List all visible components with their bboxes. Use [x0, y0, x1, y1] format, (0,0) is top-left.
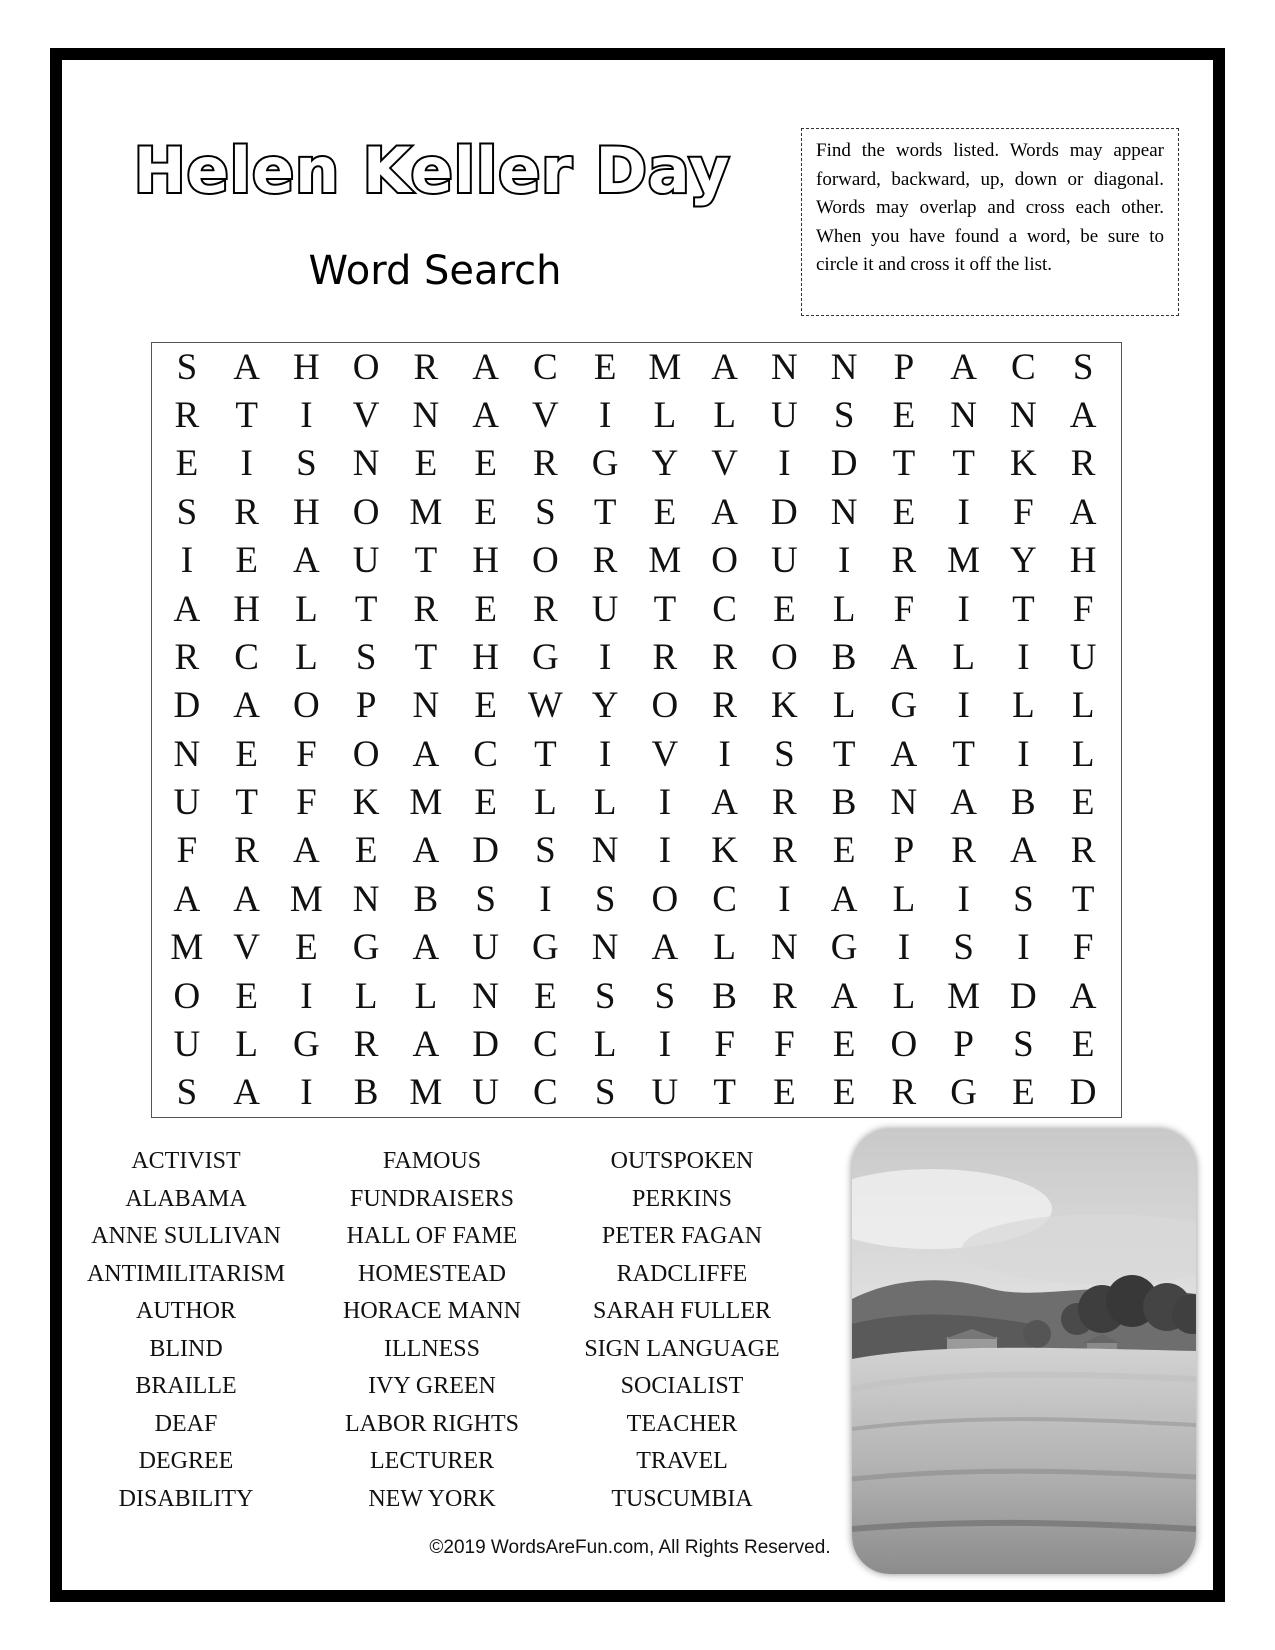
grid-letter[interactable]: I	[658, 782, 672, 824]
grid-letter[interactable]: E	[593, 346, 617, 388]
word-list-item: NEW YORK	[368, 1485, 496, 1512]
grid-letter[interactable]: E	[354, 830, 378, 872]
grid-letter[interactable]: D	[830, 443, 858, 485]
grid-letter[interactable]: S	[594, 1072, 616, 1114]
grid-letter[interactable]: O	[711, 540, 738, 582]
grid-letter[interactable]: I	[778, 443, 791, 485]
grid-letter[interactable]: A	[412, 1023, 440, 1065]
grid-letter[interactable]: E	[773, 1072, 796, 1114]
grid-letter[interactable]: A	[233, 685, 260, 727]
word-list-item: ILLNESS	[384, 1335, 480, 1362]
grid-letter[interactable]: I	[658, 1023, 672, 1065]
grid-letter[interactable]: E	[235, 733, 258, 775]
word-list-item: TEACHER	[626, 1410, 738, 1437]
word-search-grid	[151, 342, 1122, 1118]
word-list-item: OUTSPOKEN	[610, 1148, 754, 1174]
grid-letter[interactable]: A	[1069, 395, 1097, 437]
grid-letter[interactable]: N	[352, 443, 380, 485]
grid-letter[interactable]: E	[1012, 1072, 1035, 1114]
word-list-item: SIGN LANGUAGE	[584, 1335, 780, 1362]
grid-letter[interactable]: R	[533, 443, 558, 485]
grid-letter[interactable]: T	[892, 443, 916, 485]
word-list-item: TUSCUMBIA	[611, 1485, 753, 1512]
grid-letter[interactable]: V	[352, 395, 380, 437]
grid-letter[interactable]: M	[170, 927, 204, 969]
grid-letter[interactable]: S	[654, 975, 676, 1017]
grid-letter[interactable]: A	[233, 1072, 260, 1114]
grid-letter[interactable]: N	[412, 685, 440, 727]
grid-letter[interactable]: N	[472, 975, 499, 1017]
word-list-item: SARAH FULLER	[592, 1298, 772, 1324]
grid-letter[interactable]: E	[534, 975, 557, 1017]
grid-letter[interactable]: A	[890, 636, 918, 678]
grid-letter[interactable]: D	[1069, 1072, 1097, 1114]
grid-letter[interactable]: L	[593, 782, 617, 824]
grid-letter[interactable]: A	[950, 346, 977, 388]
grid-letter[interactable]: T	[354, 588, 378, 630]
grid-letter[interactable]: N	[771, 927, 798, 969]
grid-letter[interactable]: I	[598, 636, 612, 678]
grid-letter[interactable]: H	[1069, 540, 1097, 582]
grid-letter[interactable]: M	[409, 1072, 443, 1114]
grid-letter[interactable]: A	[830, 878, 858, 920]
grid-letter[interactable]: M	[648, 540, 682, 582]
grid-letter[interactable]: B	[831, 782, 857, 824]
word-list-item: FAMOUS	[382, 1148, 482, 1174]
grid-letter[interactable]: L	[952, 636, 975, 678]
grid-letter[interactable]: S	[594, 975, 616, 1017]
word-list-item: ANTIMILITARISM	[86, 1260, 286, 1287]
grid-letter[interactable]: E	[235, 540, 258, 582]
grid-letter[interactable]: A	[890, 733, 918, 775]
grid-letter[interactable]: A	[173, 588, 201, 630]
grid-letter[interactable]: C	[473, 733, 498, 775]
grid-letter[interactable]: H	[233, 588, 260, 630]
grid-letter[interactable]: H	[472, 636, 499, 678]
word-list-item: HOMESTEAD	[358, 1260, 506, 1287]
grid-letter[interactable]: B	[1011, 782, 1036, 824]
grid-letter[interactable]: A	[711, 346, 738, 388]
grid-letter[interactable]: F	[176, 830, 198, 872]
grid-letter[interactable]: K	[711, 830, 738, 872]
grid-letter[interactable]: T	[235, 395, 258, 437]
grid-letter[interactable]: B	[831, 636, 857, 678]
grid-letter[interactable]: C	[533, 1072, 558, 1114]
grid-letter[interactable]: I	[598, 395, 612, 437]
grid-letter[interactable]: A	[293, 540, 320, 582]
grid-letter[interactable]: A	[412, 830, 440, 872]
word-list-item: FUNDRAISERS	[349, 1185, 515, 1212]
grid-letter[interactable]: I	[778, 878, 791, 920]
grid-letter[interactable]: L	[832, 685, 856, 727]
grid-letter[interactable]: I	[718, 733, 731, 775]
grid-letter[interactable]: M	[947, 540, 981, 582]
grid-letter[interactable]: D	[771, 491, 798, 533]
grid-letter[interactable]: L	[653, 395, 677, 437]
grid-letter[interactable]: M	[289, 878, 323, 920]
grid-letter[interactable]: L	[354, 975, 378, 1017]
grid-letter[interactable]: M	[947, 975, 981, 1017]
grid-letter[interactable]: P	[355, 685, 377, 727]
grid-letter[interactable]: E	[235, 975, 258, 1017]
grid-letter[interactable]: U	[472, 1072, 499, 1114]
grid-letter[interactable]: I	[1017, 733, 1030, 775]
copyright-notice: ©2019 WordsAreFun.com, All Rights Reserved.	[429, 1537, 831, 1558]
grid-letter[interactable]: O	[651, 685, 679, 727]
grid-letter[interactable]: I	[180, 540, 194, 582]
grid-letter[interactable]: T	[832, 733, 856, 775]
grid-letter[interactable]: C	[1011, 346, 1036, 388]
word-list-item: BRAILLE	[135, 1373, 237, 1399]
grid-letter[interactable]: H	[293, 346, 320, 388]
word-list-item: PETER FAGAN	[601, 1223, 763, 1249]
word-list-item: HORACE MANN	[342, 1298, 521, 1324]
grid-letter[interactable]: G	[352, 927, 380, 969]
grid-letter[interactable]: E	[175, 443, 199, 485]
grid-letter[interactable]: G	[532, 636, 559, 678]
grid-letter[interactable]: E	[773, 588, 796, 630]
grid-letter[interactable]: L	[832, 588, 856, 630]
grid-letter[interactable]: I	[300, 975, 313, 1017]
grid-letter[interactable]: R	[413, 346, 439, 388]
grid-letter[interactable]: T	[952, 443, 975, 485]
grid-letter[interactable]: E	[892, 491, 916, 533]
grid-letter[interactable]: E	[832, 830, 856, 872]
grid-letter[interactable]: F	[1072, 588, 1094, 630]
grid-letter[interactable]: L	[593, 1023, 617, 1065]
grid-letter[interactable]: R	[353, 1023, 379, 1065]
word-list-column-3	[562, 1143, 802, 1518]
grid-letter[interactable]: T	[593, 491, 617, 533]
grid-letter[interactable]: I	[1017, 927, 1030, 969]
grid-letter[interactable]: E	[474, 588, 497, 630]
grid-letter[interactable]: A	[233, 346, 260, 388]
grid-letter[interactable]: N	[591, 927, 619, 969]
grid-letter[interactable]: R	[891, 1072, 917, 1114]
grid-letter[interactable]: S	[535, 491, 556, 533]
grid-letter[interactable]: U	[771, 540, 798, 582]
instructions-box: Find the words listed. Words may appear forward, backward, up, down or diagonal. Words may overlap and cross each other. When you have found a word, be sure to circle it and cross it off the list.	[801, 128, 1179, 316]
grid-letter[interactable]: S	[176, 346, 198, 388]
grid-letter[interactable]: V	[532, 395, 559, 437]
landscape-photo	[852, 1129, 1196, 1574]
grid-letter[interactable]: O	[352, 733, 380, 775]
grid-letter[interactable]: U	[771, 395, 798, 437]
grid-letter[interactable]: H	[293, 491, 320, 533]
grid-letter[interactable]: R	[1070, 443, 1096, 485]
grid-letter[interactable]: F	[296, 782, 317, 824]
grid-letter[interactable]: Y	[591, 685, 619, 727]
grid-letter[interactable]: N	[830, 491, 858, 533]
grid-letter[interactable]: S	[594, 878, 616, 920]
grid-letter[interactable]: S	[774, 733, 795, 775]
grid-letter[interactable]: A	[293, 830, 320, 872]
grid-letter[interactable]: A	[233, 878, 260, 920]
grid-letter[interactable]: D	[1010, 975, 1037, 1017]
grid-letter[interactable]: N	[591, 830, 619, 872]
grid-letter[interactable]: A	[1010, 830, 1037, 872]
grid-letter[interactable]: T	[235, 782, 258, 824]
grid-letter[interactable]: N	[173, 733, 201, 775]
grid-letter[interactable]: A	[711, 782, 738, 824]
grid-letter[interactable]: R	[652, 636, 678, 678]
grid-letter[interactable]: T	[414, 636, 438, 678]
word-list-item: DEAF	[154, 1410, 218, 1437]
grid-letter[interactable]: O	[173, 975, 201, 1017]
grid-letter[interactable]: A	[412, 927, 440, 969]
grid-letter[interactable]: G	[890, 685, 918, 727]
grid-letter[interactable]: L	[1071, 685, 1095, 727]
grid-letter[interactable]: A	[1069, 975, 1097, 1017]
grid-letter[interactable]: L	[713, 927, 736, 969]
grid-letter[interactable]: T	[1012, 588, 1035, 630]
grid-letter[interactable]: S	[833, 395, 855, 437]
grid-letter[interactable]: H	[472, 540, 499, 582]
word-list-item: LECTURER	[370, 1448, 494, 1474]
grid-letter[interactable]: R	[174, 636, 200, 678]
grid-letter[interactable]: S	[1013, 1023, 1034, 1065]
grid-letter[interactable]: A	[830, 975, 858, 1017]
grid-letter[interactable]: N	[412, 395, 440, 437]
grid-letter[interactable]: A	[950, 782, 977, 824]
grid-letter[interactable]: Y	[651, 443, 679, 485]
grid-letter[interactable]: U	[173, 1023, 201, 1065]
grid-letter[interactable]: K	[771, 685, 798, 727]
grid-letter[interactable]: V	[711, 443, 738, 485]
grid-letter[interactable]: B	[413, 878, 439, 920]
page-title: Helen Keller Day	[133, 134, 731, 207]
grid-letter[interactable]: U	[591, 588, 619, 630]
word-list-item: RADCLIFFE	[616, 1260, 748, 1287]
grid-letter[interactable]: N	[771, 346, 798, 388]
word-list-item: ANNE SULLIVAN	[91, 1223, 281, 1249]
grid-letter[interactable]: E	[653, 491, 677, 533]
grid-letter[interactable]: T	[414, 540, 438, 582]
grid-letter[interactable]: R	[174, 395, 200, 437]
grid-letter[interactable]: N	[1010, 395, 1037, 437]
grid-letter[interactable]: A	[711, 491, 738, 533]
grid-letter[interactable]: E	[414, 443, 438, 485]
grid-letter[interactable]: A	[173, 878, 201, 920]
grid-letter[interactable]: N	[890, 782, 918, 824]
word-list-item: AUTHOR	[136, 1298, 236, 1324]
grid-letter[interactable]: R	[891, 540, 917, 582]
grid-letter[interactable]: A	[651, 927, 679, 969]
grid-letter[interactable]: U	[472, 927, 499, 969]
letter-grid	[152, 343, 1121, 1117]
grid-letter[interactable]: S	[176, 1072, 198, 1114]
word-list-item: BLIND	[149, 1335, 223, 1362]
grid-letter[interactable]: M	[648, 346, 682, 388]
grid-letter[interactable]: L	[295, 588, 318, 630]
grid-letter[interactable]: O	[293, 685, 320, 727]
grid-letter[interactable]: C	[234, 636, 259, 678]
grid-letter[interactable]: S	[355, 636, 377, 678]
grid-letter[interactable]: U	[352, 540, 380, 582]
grid-letter[interactable]: C	[533, 1023, 558, 1065]
grid-letter[interactable]: L	[892, 975, 916, 1017]
grid-letter[interactable]: P	[953, 1023, 974, 1065]
grid-letter[interactable]: L	[534, 782, 557, 824]
grid-letter[interactable]: D	[472, 1023, 499, 1065]
grid-letter[interactable]: A	[412, 733, 440, 775]
grid-letter[interactable]: F	[893, 588, 915, 630]
grid-letter[interactable]: P	[893, 830, 915, 872]
grid-letter[interactable]: I	[300, 395, 313, 437]
grid-letter[interactable]: A	[1069, 491, 1097, 533]
word-list-item: DISABILITY	[118, 1485, 254, 1512]
grid-letter[interactable]: I	[598, 733, 612, 775]
grid-letter[interactable]: O	[890, 1023, 918, 1065]
grid-letter[interactable]: B	[353, 1072, 379, 1114]
grid-letter[interactable]: E	[474, 491, 497, 533]
grid-letter[interactable]: R	[951, 830, 976, 872]
grid-letter[interactable]: O	[771, 636, 798, 678]
grid-letter[interactable]: I	[957, 491, 970, 533]
grid-letter[interactable]: R	[712, 685, 737, 727]
grid-letter[interactable]: C	[712, 878, 737, 920]
grid-letter[interactable]: F	[774, 1023, 795, 1065]
grid-letter[interactable]: T	[952, 733, 975, 775]
grid-letter[interactable]: T	[534, 733, 557, 775]
grid-letter[interactable]: B	[712, 975, 737, 1017]
grid-letter[interactable]: I	[300, 1072, 313, 1114]
grid-letter[interactable]: I	[957, 588, 970, 630]
grid-letter[interactable]: G	[532, 927, 559, 969]
grid-letter[interactable]: I	[658, 830, 672, 872]
grid-letter[interactable]: E	[1071, 1023, 1095, 1065]
word-list-item: LABOR RIGHTS	[344, 1410, 519, 1437]
grid-letter[interactable]: D	[173, 685, 201, 727]
grid-letter[interactable]: L	[295, 636, 318, 678]
grid-letter[interactable]: A	[472, 395, 499, 437]
grid-letter[interactable]: G	[950, 1072, 977, 1114]
grid-letter[interactable]: U	[651, 1072, 679, 1114]
grid-letter[interactable]: V	[233, 927, 260, 969]
grid-letter[interactable]: R	[772, 975, 797, 1017]
grid-letter[interactable]: L	[892, 878, 916, 920]
page-subtitle: Word Search	[308, 248, 562, 294]
grid-letter[interactable]: S	[1072, 346, 1094, 388]
grid-letter[interactable]: S	[953, 927, 974, 969]
word-list-item: DEGREE	[138, 1448, 234, 1474]
grid-letter[interactable]: I	[957, 878, 970, 920]
grid-letter[interactable]: K	[1010, 443, 1037, 485]
grid-letter[interactable]: M	[409, 491, 443, 533]
grid-letter[interactable]: S	[176, 491, 198, 533]
grid-letter[interactable]: V	[651, 733, 679, 775]
word-list-item: PERKINS	[631, 1185, 733, 1212]
grid-letter[interactable]: R	[772, 782, 797, 824]
grid-letter[interactable]: I	[897, 927, 911, 969]
word-list-item: SOCIALIST	[620, 1373, 744, 1399]
grid-letter[interactable]: R	[234, 830, 259, 872]
grid-letter[interactable]: N	[352, 878, 380, 920]
grid-letter[interactable]: E	[474, 443, 497, 485]
grid-letter[interactable]: O	[651, 878, 679, 920]
grid-letter[interactable]: O	[532, 540, 559, 582]
grid-letter[interactable]: D	[472, 830, 499, 872]
grid-letter[interactable]: E	[474, 782, 497, 824]
grid-letter[interactable]: R	[533, 588, 558, 630]
grid-letter[interactable]: E	[832, 1023, 856, 1065]
grid-letter[interactable]: R	[234, 491, 259, 533]
word-list-column-1	[66, 1143, 306, 1518]
grid-letter[interactable]: G	[591, 443, 619, 485]
grid-letter[interactable]: C	[712, 588, 737, 630]
grid-letter[interactable]: L	[414, 975, 438, 1017]
grid-letter[interactable]: R	[772, 830, 797, 872]
grid-letter[interactable]: A	[472, 346, 499, 388]
grid-letter[interactable]: T	[1071, 878, 1095, 920]
grid-letter[interactable]: S	[1013, 878, 1034, 920]
grid-letter[interactable]: E	[295, 927, 318, 969]
word-list-item: ALABAMA	[125, 1185, 247, 1212]
grid-letter[interactable]: G	[293, 1023, 320, 1065]
grid-letter[interactable]: U	[173, 782, 201, 824]
grid-letter[interactable]: I	[240, 443, 253, 485]
grid-letter[interactable]: C	[533, 346, 558, 388]
grid-letter[interactable]: K	[352, 782, 380, 824]
grid-letter[interactable]: R	[413, 588, 439, 630]
grid-letter[interactable]: R	[712, 636, 737, 678]
grid-letter[interactable]: F	[1072, 927, 1094, 969]
grid-letter[interactable]: T	[713, 1072, 736, 1114]
grid-letter[interactable]: L	[1012, 685, 1035, 727]
grid-letter[interactable]: S	[296, 443, 317, 485]
grid-letter[interactable]: T	[653, 588, 677, 630]
grid-letter[interactable]: E	[1071, 782, 1095, 824]
grid-letter[interactable]: P	[893, 346, 915, 388]
grid-letter[interactable]: F	[296, 733, 317, 775]
grid-letter[interactable]: E	[474, 685, 497, 727]
word-list-item: ACTIVIST	[131, 1148, 241, 1174]
grid-letter[interactable]: O	[352, 491, 380, 533]
grid-letter[interactable]: L	[1071, 733, 1095, 775]
grid-letter[interactable]: G	[830, 927, 858, 969]
grid-letter[interactable]: R	[592, 540, 618, 582]
grid-letter[interactable]: W	[527, 685, 563, 727]
grid-letter[interactable]: F	[1013, 491, 1034, 533]
grid-letter[interactable]: I	[837, 540, 851, 582]
grid-letter[interactable]: F	[714, 1023, 735, 1065]
word-list-item: IVY GREEN	[368, 1373, 496, 1399]
grid-letter[interactable]: S	[475, 878, 496, 920]
grid-letter[interactable]: N	[830, 346, 858, 388]
grid-letter[interactable]: I	[1017, 636, 1030, 678]
grid-letter[interactable]: E	[892, 395, 916, 437]
grid-letter[interactable]: U	[1069, 636, 1097, 678]
grid-letter[interactable]: N	[950, 395, 977, 437]
grid-letter[interactable]: I	[957, 685, 970, 727]
grid-letter[interactable]: I	[539, 878, 552, 920]
grid-letter[interactable]: E	[832, 1072, 856, 1114]
grid-letter[interactable]: M	[409, 782, 443, 824]
grid-letter[interactable]: O	[352, 346, 380, 388]
word-list-item: TRAVEL	[636, 1448, 728, 1474]
grid-letter[interactable]: L	[235, 1023, 258, 1065]
word-list-item: HALL OF FAME	[346, 1223, 518, 1249]
word-list-column-2	[312, 1143, 552, 1518]
grid-letter[interactable]: R	[1070, 830, 1096, 872]
grid-letter[interactable]: L	[713, 395, 736, 437]
grid-letter[interactable]: S	[535, 830, 556, 872]
grid-letter[interactable]: Y	[1010, 540, 1037, 582]
